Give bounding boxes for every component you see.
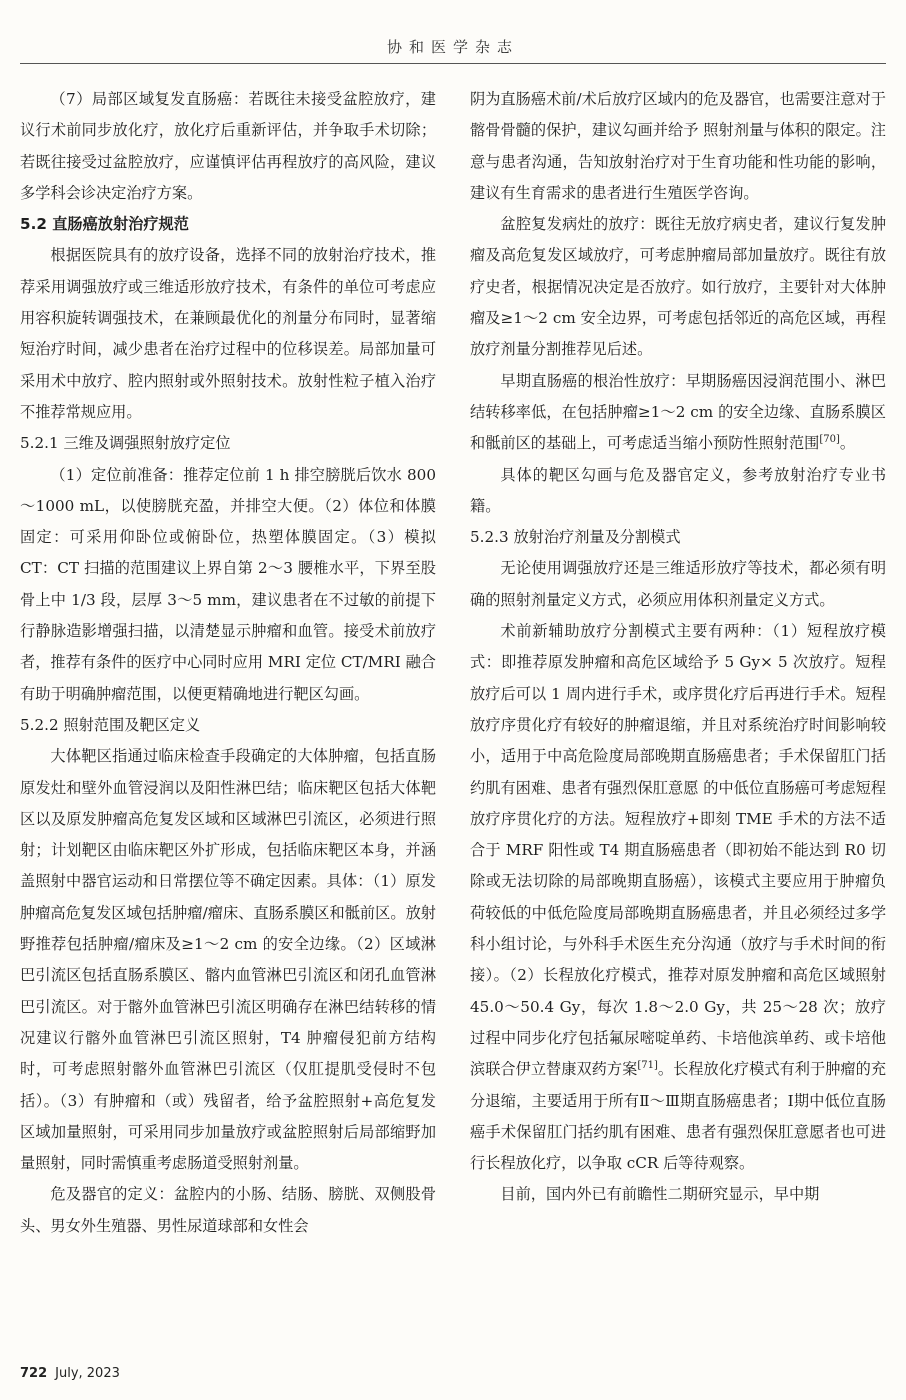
- page-header: [0, 0, 906, 60]
- paragraph-positioning: （1）定位前准备：推荐定位前 1 h 排空膀胱后饮水 800～1000 mL，以使膀胱充盈，并排空大便。（2）体位和体膜固定：可采用仰卧位或俯卧位，热塑体膜固定。（3）模拟 CT：CT 扫描的范围建议上界自第 2～3 腰椎水平，下界至股骨上中 1/3 段，层厚 3～5 mm，建议患者在不过敏的前提下行静脉造影增强扫描，以清楚显示肿瘤和血管。接受术前放疗者，推荐有条件的医疗中心同时应用 MRI 定位 CT/MRI 融合有助于明确肿瘤范围，以便更精确地进行靶区勾画。: [20, 465, 436, 703]
- citation-71: [71]: [637, 1060, 658, 1072]
- subsection-heading-5-2-1: 5.2.1 三维及调强照射放疗定位: [20, 434, 231, 453]
- paragraph-pelvic-recurrence: 盆腔复发病灶的放疗：既往无放疗病史者，建议行复发肿瘤及高危复发区域放疗，可考虑肿瘤局部加量放疗。既往有放疗史者，根据情况决定是否放疗。如行放疗，主要针对大体肿瘤及≥1～2 cm 安全边界，可考虑包括邻近的高危区域，再程放疗剂量分割推荐见后述。: [470, 215, 886, 359]
- page-number: 722: [20, 1366, 48, 1381]
- paragraph-current-studies: 目前，国内外已有前瞻性二期研究显示，早中期: [500, 1185, 820, 1204]
- paragraph-radiotherapy-techniques: 根据医院具有的放疗设备，选择不同的放射治疗技术，推荐采用调强放疗或三维适形放疗技术，有条件的单位可考虑应用容积旋转调强技术，在兼顾最优化的剂量分布同时，显著缩短治疗时间，减少患者在治疗过程中的位移误差。局部加量可采用术中放疗、腔内照射或外照射技术。放射性粒子植入治疗不推荐常规应用。: [20, 246, 436, 421]
- paragraph-early-rectal-cancer: [470, 366, 886, 460]
- citation-70: [70]: [819, 434, 840, 446]
- paragraph-organs-at-risk: 危及器官的定义：盆腔内的小肠、结肠、膀胱、双侧股骨头、男女外生殖器、男性尿道球部和女性会: [20, 1185, 436, 1235]
- issue-date: July, 2023: [55, 1366, 120, 1381]
- page-footer: [20, 1366, 120, 1381]
- left-column: [20, 84, 436, 1344]
- paragraph-text-end: 。长程放化疗模式有利于肿瘤的充分退缩，主要适用于所有Ⅱ～Ⅲ期直肠癌患者；Ⅰ期中低位直肠癌手术保留肛门括约肌有困难、患者有强烈保肛意愿者也可进行长程放化疗，以争取 cCR 后等待观察。: [470, 1060, 886, 1173]
- paragraph-text: 早期直肠癌的根治性放疗：早期肠癌因浸润范围小、淋巴结转移率低，在包括肿瘤≥1～2 cm 的安全边缘、直肠系膜区和骶前区的基础上，可考虑适当缩小预防性照射范围: [470, 371, 886, 453]
- paragraph-fractionation-modes: [470, 616, 886, 1179]
- paragraph-text-end: 。: [839, 434, 856, 453]
- paragraph-local-recurrence: （7）局部区域复发直肠癌：若既往未接受盆腔放疗，建议行术前同步放化疗，放化疗后重新评估，并争取手术切除；若既往接受过盆腔放疗，应谨慎评估再程放疗的高风险，建议多学科会诊决定治疗方案。: [20, 90, 436, 202]
- right-column: [470, 84, 886, 1344]
- subsection-heading-5-2-2: 5.2.2 照射范围及靶区定义: [20, 715, 201, 734]
- paragraph-dose-definition: 无论使用调强放疗还是三维适形放疗等技术，都必须有明确的照射剂量定义方式，必须应用体积剂量定义方式。: [470, 559, 886, 609]
- subsection-heading-5-2-3: 5.2.3 放射治疗剂量及分割模式: [470, 528, 681, 547]
- paragraph-contouring-reference: 具体的靶区勾画与危及器官定义，参考放射治疗专业书籍。: [470, 465, 886, 515]
- paragraph-organs-at-risk-cont: 阴为直肠癌术前/术后放疗区域内的危及器官，也需要注意对于髂骨骨髓的保护，建议勾画并给予 照射剂量与体积的限定。注意与患者沟通，告知放射治疗对于生育功能和性功能的影响，建议有生育需求的患者进行生殖医学咨询。: [470, 90, 886, 202]
- paragraph-target-volume: 大体靶区指通过临床检查手段确定的大体肿瘤，包括直肠原发灶和壁外血管浸润以及阳性淋巴结；临床靶区包括大体靶区以及原发肿瘤高危复发区域和区域淋巴引流区，必须进行照射；计划靶区由临床靶区外扩形成，包括临床靶区本身，并涵盖照射中器官运动和日常摆位等不确定因素。具体：（1）原发肿瘤高危复发区域包括肿瘤/瘤床、直肠系膜区和骶前区。放射野推荐包括肿瘤/瘤床及≥1～2 cm 的安全边缘。（2）区域淋巴引流区包括直肠系膜区、髂内血管淋巴引流区和闭孔血管淋巴引流区。对于髂外血管淋巴引流区明确存在淋巴结转移的情况建议行髂外血管淋巴引流区照射，T4 肿瘤侵犯前方结构时，可考虑照射髂外血管淋巴引流区（仅肛提肌受侵时不包括）。（3）有肿瘤和（或）残留者，给予盆腔照射+高危复发区域加量照射，可采用同步加量放疗或盆腔照射后局部缩野加量照射，同时需慎重考虑肠道受照射剂量。: [20, 747, 436, 1173]
- header-rule: [20, 63, 886, 64]
- section-heading-5-2: 5.2 直肠癌放射治疗规范: [20, 215, 189, 234]
- journal-title: 协和医学杂志: [386, 38, 519, 56]
- paragraph-text: 术前新辅助放疗分割模式主要有两种：（1）短程放疗模式：即推荐原发肿瘤和高危区域给予 5 Gy× 5 次放疗。短程放疗后可以 1 周内进行手术，或序贯化疗后再进行手术。短程放疗序贯化疗有较好的肿瘤退缩，并且对系统治疗时间影响较小，适用于中高危险度局部晚期直肠癌患者；手术保留肛门括约肌有困难、患者有强烈保肛意愿 的中低位直肠癌可考虑短程放疗序贯化疗的方法。短程放疗+即刻 TME 手术的方法不适合于 MRF 阳性或 T4 期直肠癌患者（即初始不能达到 R0 切除或无法切除的局部晚期直肠癌），该模式主要应用于肿瘤负荷较低的中低危险度局部晚期直肠癌患者，并且必须经过多学科小组讨论，与外科手术医生充分沟通（放疗与手术时间的衔接）。（2）长程放化疗模式，推荐对原发肿瘤和高危区域照射 45.0～50.4 Gy，每次 1.8～2.0 Gy，共 25～28 次；放疗过程中同步化疗包括氟尿嘧啶单药、卡培他滨单药、或卡培他滨联合伊立替康双药方案: [470, 622, 886, 1079]
